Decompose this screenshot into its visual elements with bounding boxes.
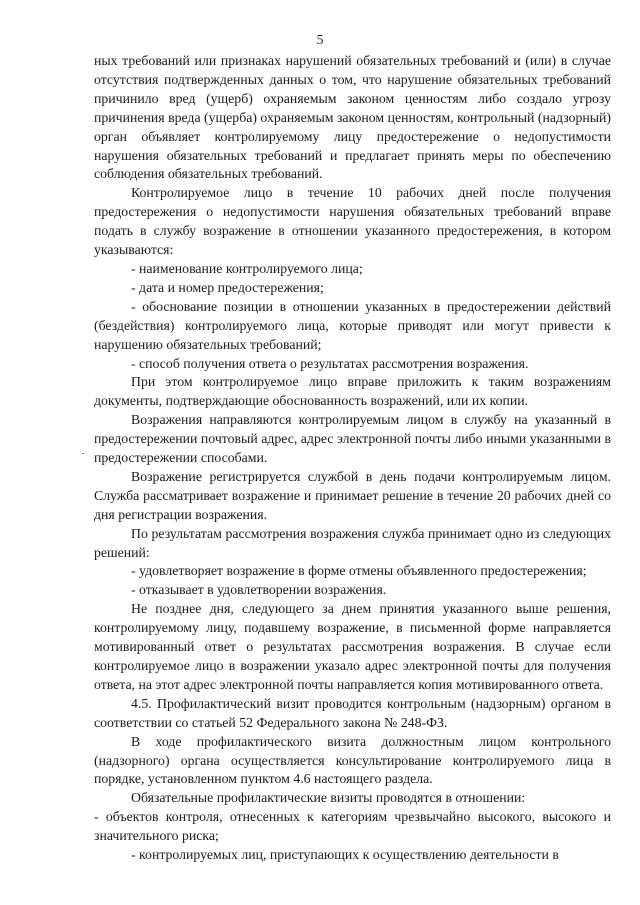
list-item-response-method: - способ получения ответа о результатах рассмотрения возражения. xyxy=(131,355,529,371)
document-body xyxy=(94,52,611,865)
page-number: 5 xyxy=(316,32,324,47)
paragraph-2: Контролируемое лицо в течение 10 рабочих дней после получения предостережения о недопустимости нарушения обязательных требований вправе подать в службу возражение в отношении указанного предостережения, в котором указываются: xyxy=(94,185,611,258)
list-item-date: - дата и номер предостережения; xyxy=(131,279,324,295)
paragraph-registration: Возражение регистрируется службой в день подачи контролируемым лицом. Служба рассматривает возражение и принимает решение в течение 20 рабочих дней со дня регистрации возражения. xyxy=(94,468,611,522)
scan-speck xyxy=(82,453,84,454)
paragraph-response: Не позднее дня, следующего за днем принятия указанного выше решения, контролируемому лицу, подавшему возражение, в письменной форме направляется мотивированный ответ о результатах рассмотрения возражения. В случае если контролируемое лицо в возражении указало адрес электронной почты для получения ответа, на этот адрес электронной почты направляется копия мотивированного ответа. xyxy=(94,601,611,692)
list-item-new-activity: - контролируемых лиц, приступающих к осуществлению деятельности в xyxy=(131,847,559,863)
list-item-refuse: - отказывает в удовлетворении возражения. xyxy=(131,582,387,598)
paragraph-consulting: В ходе профилактического визита должностным лицом контрольного (надзорного) органа осуществляется консультирование контролируемого лица в порядке, установленном пунктом 4.6 настоящего раздела. xyxy=(94,733,611,787)
paragraph-mandatory-visits: Обязательные профилактические визиты проводятся в отношении: xyxy=(131,790,526,806)
list-item-risk-objects: - объектов контроля, отнесенных к категориям чрезвычайно высокого, высокого и значительного риска; xyxy=(94,809,611,844)
list-item-justification: - обоснование позиции в отношении указанных в предостережении действий (бездействия) контролируемого лица, которые приводят или могут привести к нарушению обязательных требований; xyxy=(94,298,611,352)
paragraph-submission: Возражения направляются контролируемым лицом в службу на указанный в предостережении почтовый адрес, адрес электронной почты либо иными указанными в предостережении способами. xyxy=(94,412,611,466)
paragraph-4-5: 4.5. Профилактический визит проводится контрольным (надзорным) органом в соответствии со статьей 52 Федерального закона № 248-ФЗ. xyxy=(94,695,611,730)
paragraph-1: ных требований или признаках нарушений обязательных требований и (или) в случае отсутствия подтвержденных данных о том, что нарушение обязательных требований причинило вред (ущерб) охраняемым законом ценностям либо создало угрозу причинения вреда (ущерба) охраняемым законом ценностям, контрольный (надзорный) орган объявляет контролируемому лицу предостережение о недопустимости нарушения обязательных требований и предлагает принять меры по обеспечению соблюдения обязательных требований. xyxy=(94,53,611,182)
list-item-satisfy: - удовлетворяет возражение в форме отмены объявленного предостережения; xyxy=(131,563,587,579)
paragraph-decisions: По результатам рассмотрения возражения служба принимает одно из следующих решений: xyxy=(94,525,611,560)
paragraph-attachments: При этом контролируемое лицо вправе приложить к таким возражениям документы, подтверждающие обоснованность возражений, или их копии. xyxy=(94,374,611,409)
list-item-name: - наименование контролируемого лица; xyxy=(131,260,363,276)
